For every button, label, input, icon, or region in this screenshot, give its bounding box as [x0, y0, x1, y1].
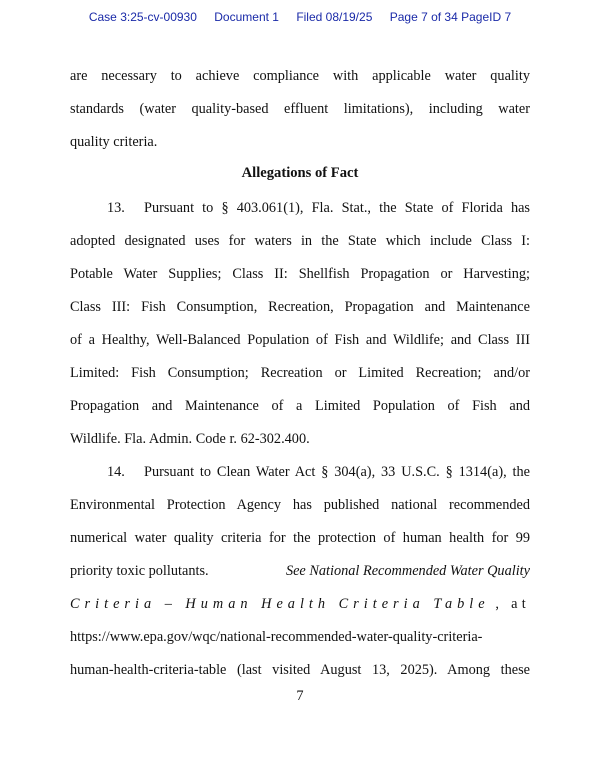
text-line: quality criteria. [70, 134, 158, 150]
citation-suffix: , at [495, 596, 530, 612]
text-line: Wildlife. Fla. Admin. Code r. 62-302.400. [70, 431, 310, 447]
paragraph-14-first-line [107, 463, 530, 481]
section-heading: Allegations of Fact [241, 165, 359, 181]
paragraph-number: 14. [107, 464, 125, 480]
text-line: Pursuant to Clean Water Act § 304(a), 33 U.S.C. § 1314(a), the [144, 464, 530, 480]
text-line: Environmental Protection Agency has published national recommended [70, 497, 530, 513]
case-header [0, 10, 600, 24]
citation-title: Criteria – Human Health Criteria Table [70, 596, 490, 612]
text-line: of a Healthy, Well-Balanced Population of Fish and Wildlife; and Class III [70, 332, 530, 348]
text-line: adopted designated uses for waters in the State which include Class I: [70, 233, 530, 249]
filed-date: Filed 08/19/25 [296, 10, 373, 24]
text-line: Propagation and Maintenance of a Limited Population of Fish and [70, 398, 530, 414]
text-line: Pursuant to § 403.061(1), Fla. Stat., the State of Florida has [144, 200, 530, 216]
citation-italic: See National Recommended Water Quality [285, 563, 530, 579]
citation-title-line [70, 595, 530, 613]
text-line: Class III: Fish Consumption, Recreation, Propagation and Maintenance [70, 299, 530, 315]
page-info: Page 7 of 34 PageID 7 [389, 10, 512, 24]
text-span: priority toxic pollutants. [70, 563, 209, 579]
text-line: Potable Water Supplies; Class II: Shellfish Propagation or Harvesting; [70, 266, 530, 282]
document-number: Document 1 [214, 10, 279, 24]
text-line: are necessary to achieve compliance with applicable water quality [70, 68, 530, 84]
url-line: https://www.epa.gov/wqc/national-recommended-water-quality-criteria- [70, 629, 483, 645]
paragraph-number: 13. [107, 200, 125, 216]
text-line: standards (water quality-based effluent limitations), including water [70, 101, 530, 117]
text-line-mixed [70, 562, 530, 580]
text-line: Limited: Fish Consumption; Recreation or Limited Recreation; and/or [70, 365, 530, 381]
case-number: Case 3:25-cv-00930 [88, 10, 197, 24]
paragraph-13-first-line [107, 199, 530, 217]
page-number: 7 [296, 688, 304, 704]
text-line: numerical water quality criteria for the protection of human health for 99 [70, 530, 530, 546]
text-line: human-health-criteria-table (last visited August 13, 2025). Among these [70, 662, 530, 678]
